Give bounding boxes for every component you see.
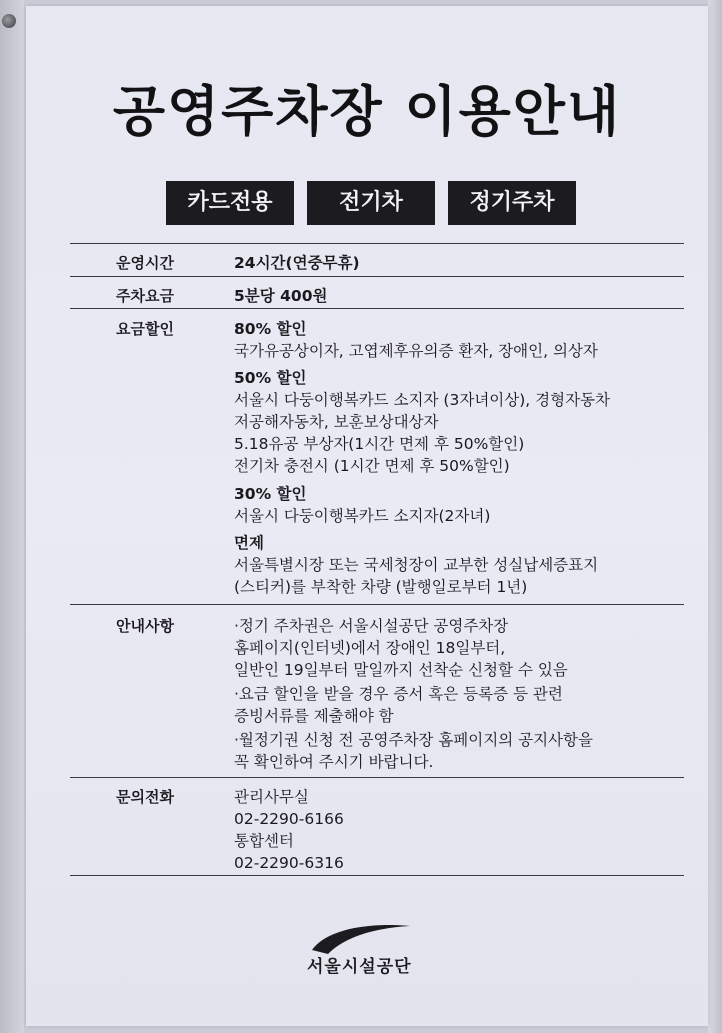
- wall-right: [708, 0, 722, 1033]
- contact-label: 문의전화: [116, 788, 174, 806]
- discount-80-title: 80% 할인: [234, 320, 307, 338]
- divider: [70, 243, 684, 244]
- divider: [70, 875, 684, 876]
- fee-value: 5분당 400원: [234, 287, 328, 305]
- notice-line: ·월정기권 신청 전 공영주차장 홈페이지의 공지사항을: [234, 731, 593, 749]
- exempt-line: (스티커)를 부착한 차량 (발행일로부터 1년): [234, 578, 528, 596]
- tag-card-only: 카드전용: [166, 181, 294, 225]
- contact-line: 통합센터: [234, 832, 294, 850]
- divider: [70, 308, 684, 309]
- pushpin: [2, 14, 16, 28]
- divider: [70, 604, 684, 605]
- logo-text: 서울시설공단: [307, 957, 412, 977]
- discount-50-title: 50% 할인: [234, 369, 307, 387]
- contact-phone: 02-2290-6316: [234, 854, 344, 872]
- tag-row: [26, 181, 708, 227]
- discount-50-line: 전기차 충전시 (1시간 면제 후 50%할인): [234, 457, 510, 475]
- notice-label: 안내사항: [116, 617, 174, 635]
- discount-80-line: 국가유공상이자, 고엽제후유의증 환자, 장애인, 의상자: [234, 342, 598, 360]
- page-title: 공영주차장 이용안내: [112, 80, 622, 143]
- hours-label: 운영시간: [116, 254, 174, 272]
- discount-50-line: 5.18유공 부상자(1시간 면제 후 50%할인): [234, 435, 525, 453]
- exempt-title: 면제: [234, 534, 264, 552]
- notice-line: 꼭 확인하여 주시기 바랍니다.: [234, 753, 434, 771]
- notice-line: ·요금 할인을 받을 경우 증서 혹은 등록증 등 관련: [234, 685, 563, 703]
- discount-50-line: 서울시 다둥이행복카드 소지자 (3자녀이상), 경형자동차: [234, 391, 610, 409]
- divider: [70, 777, 684, 778]
- discount-label: 요금할인: [116, 320, 174, 338]
- exempt-line: 서울특별시장 또는 국세청장이 교부한 성실납세증표지: [234, 556, 599, 574]
- discount-30-title: 30% 할인: [234, 485, 307, 503]
- notice-line: 증빙서류를 제출해야 함: [234, 707, 394, 725]
- notice-line: 일반인 19일부터 말일까지 선착순 신청할 수 있음: [234, 661, 568, 679]
- discount-50-line: 저공해자동차, 보훈보상대상자: [234, 413, 439, 431]
- tag-regular-parking: 정기주차: [448, 181, 576, 225]
- divider: [70, 276, 684, 277]
- contact-phone: 02-2290-6166: [234, 810, 344, 828]
- contact-line: 관리사무실: [234, 788, 309, 806]
- hours-value: 24시간(연중무휴): [234, 254, 360, 272]
- notice-sheet: [26, 6, 708, 1026]
- wall-left: [0, 0, 24, 1033]
- tag-electric-car: 전기차: [307, 181, 435, 225]
- notice-line: ·정기 주차권은 서울시설공단 공영주차장: [234, 617, 509, 635]
- discount-30-line: 서울시 다둥이행복카드 소지자(2자녀): [234, 507, 491, 525]
- notice-line: 홈페이지(인터넷)에서 장애인 18일부터,: [234, 639, 506, 657]
- fee-label: 주차요금: [116, 287, 174, 305]
